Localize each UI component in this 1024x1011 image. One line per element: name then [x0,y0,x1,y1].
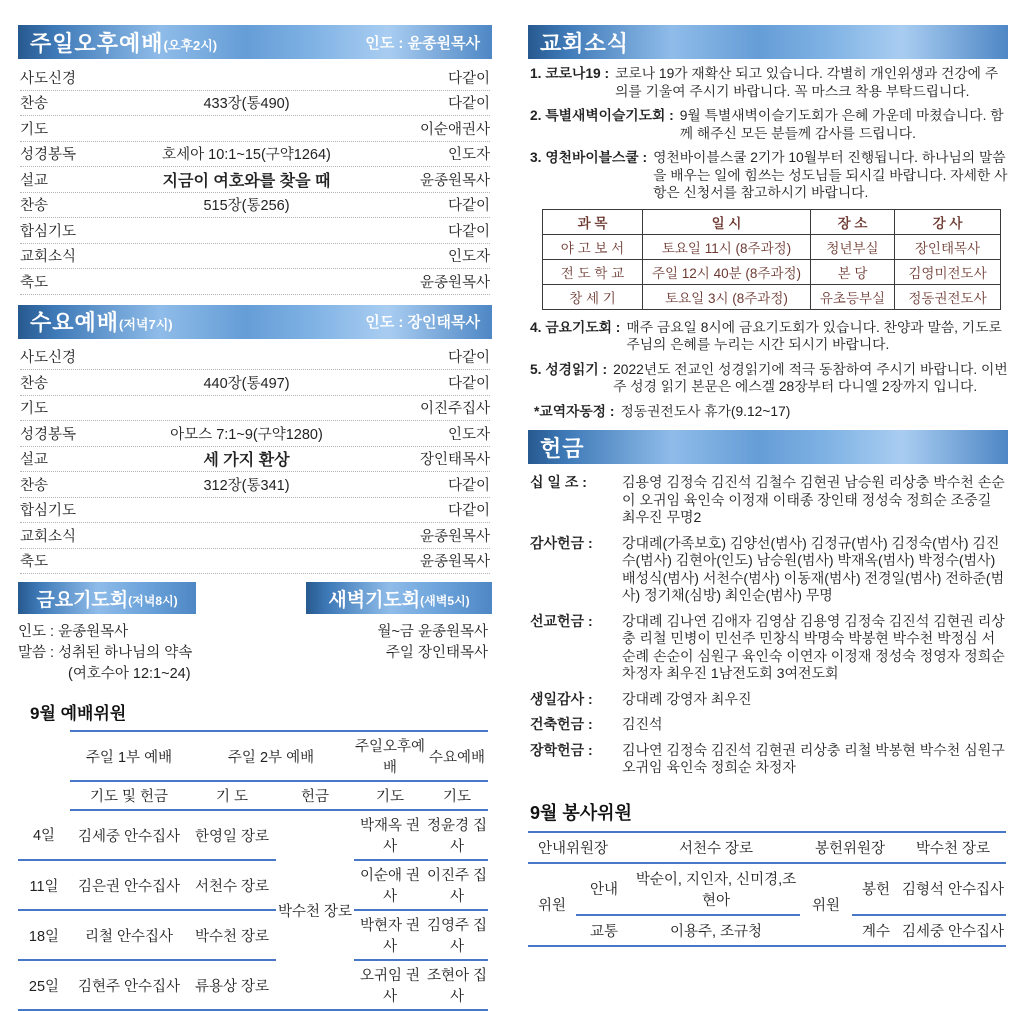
news-item-body: 매주 금요일 8시에 금요기도회가 있습니다. 찬양과 말씀, 기도로 주님의 은혜를 누리는 시간 되시기 바랍니다. [626,319,1002,352]
church-news-header [528,25,1008,59]
row-person: 인도자 [447,426,490,443]
cell-role: 안내 [576,863,632,915]
row-person: 다같이 [447,375,490,392]
right-column [528,25,1008,947]
afternoon-service-order [18,65,492,295]
news-item-body: 영천바이블스쿨 2기가 10월부터 진행됩니다. 하나님의 말씀을 배우는 일에 힘쓰는 성도님들 되시길 바랍니다. 자세한 사항은 신청서를 참고하시기 바랍니다. [653,150,1008,200]
wednesday-service-header [18,305,492,339]
header-cell: 기도 및 헌금 [70,781,188,810]
service-row [20,421,490,447]
volunteers-table [528,831,1006,947]
friday-prayer-header [18,582,196,614]
service-row [20,116,490,142]
cell: 창 세 기 [543,284,643,309]
news-item-bible-school [530,149,1008,202]
service-row [20,498,490,524]
news-item-body: 코로나 19가 재확산 되고 있습니다. 각별히 개인위생과 건강에 주의를 기울여 주시기 바랍니다. 꼭 마스크 착용 부탁드립니다. [615,66,999,99]
table-row [528,915,1006,946]
row-label: 합심기도 [20,503,77,520]
date-cell: 18일 [18,910,70,960]
offerings-header [528,430,1008,464]
row-person: 장인태목사 [419,452,490,469]
cell-chair-label: 봉헌위원장 [800,832,900,863]
offering-tithe [530,474,1008,527]
row-person: 다같이 [447,223,490,240]
dawn-prayer-block [306,582,492,685]
cell: 전 도 학 교 [543,259,643,284]
service-row [20,345,490,371]
offering-label: 감사헌금 : [530,534,593,551]
row-person: 윤종원목사 [419,554,490,571]
offerings-title: 헌금 [540,435,585,461]
table-row [543,234,1001,259]
row-label: 찬송 [20,198,49,215]
staff-note-body: 정동권전도사 휴가(9.12~17) [620,403,791,419]
row-person: 인도자 [447,147,490,164]
table-header-row [543,209,1001,234]
news-item-label: 4. 금요기도회 : [530,319,621,335]
cell: 정윤경 집사 [426,810,488,860]
service-row [20,523,490,549]
dawn-prayer-title: 새벽기도회 [328,589,421,611]
date-cell: 4일 [18,810,70,860]
cell: 이진주 집사 [426,860,488,910]
offering-label: 생일감사 : [530,690,593,707]
news-item-body: 2022년도 전교인 성경읽기에 적극 동참하여 주시기 바랍니다. 이번 주 성경 읽기 본문은 에스겔 28장부터 다니엘 2장까지 입니다. [613,361,1008,394]
row-person: 다같이 [447,96,490,113]
news-item-bible-reading [530,361,1008,396]
cell: 김현주 안수집사 [70,960,188,1010]
offering-names: 강대례(가족보호) 김양선(범사) 김정규(범사) 김정숙(범사) 김진수(범사) 김현아(인도) 남승원(범사) 박재옥(범사) 박정수(범사) 배성식(범사) 서천수(범사) 이동재(범사) 전경일(범사) 전하준(범사) 정기채(심방) 최인순(범사) 무명 [622,534,1005,603]
row-person: 다같이 [447,70,490,87]
header-cell: 수요예배 [426,731,488,781]
row-label: 합심기도 [20,223,77,240]
row-label: 교회소식 [20,528,77,545]
row-label: 찬송 [20,375,49,392]
sermon-title: 세 가지 환상 [203,452,290,470]
service-row [20,396,490,422]
table-row [543,284,1001,309]
table-row [528,863,1006,915]
news-item-dawn-dew-prayer [530,107,1008,142]
wednesday-service-title: 수요예배 [30,310,120,335]
service-row [20,472,490,498]
header-cell: 강 사 [895,209,1001,234]
friday-prayer-leader: 인도 : 윤종원목사 [18,624,129,640]
dawn-prayer-sunday: 주일 장인태목사 [385,645,488,661]
friday-prayer-scripture: (여호수아 12:1~24) [68,666,191,682]
offering-mission [530,613,1008,683]
row-person: 인도자 [447,249,490,266]
row-label: 성경봉독 [20,426,77,443]
row-label: 축도 [20,554,49,571]
wednesday-service-leader: 인도 : 장인태목사 [365,314,480,331]
row-person: 윤종원목사 [419,274,490,291]
friday-prayer-message: 말씀 : 성취된 하나님의 약속 [18,645,193,661]
cell: 오귀임 권사 [354,960,426,1010]
offering-label: 선교헌금 : [530,612,593,629]
cell: 청년부실 [811,234,895,259]
row-center: 아모스 7:1~9(구약1280) [170,426,323,443]
friday-prayer-title: 금요기도회 [36,589,129,611]
cell: 야 고 보 서 [543,234,643,259]
cell-chair-name: 서천수 장로 [632,832,800,863]
table-row [18,860,488,910]
cell-names: 이용주, 조규청 [632,915,800,946]
row-label: 찬송 [20,477,49,494]
friday-prayer-time: (저녁8시) [128,593,178,608]
row-label: 찬송 [20,96,49,113]
row-center: 440장(통497) [203,375,290,392]
service-row [20,193,490,219]
header-cell: 기 도 [188,781,276,810]
staff-note [534,403,1008,421]
header-cell: 주일오후예배 [354,731,426,781]
news-item-label: 2. 특별새벽이슬기도회 : [530,108,674,123]
offering-names: 강대례 강영자 최우진 [622,690,752,707]
offering-label: 장학헌금 : [530,741,593,758]
cell: 리철 안수집사 [70,910,188,960]
row-label: 사도신경 [20,350,77,367]
header-cell: 기도 [354,781,426,810]
cell: 박재옥 권사 [354,810,426,860]
cell: 류용상 장로 [188,960,276,1010]
cell-role: 교통 [576,915,632,946]
prayer-meetings [18,582,492,685]
row-center: 312장(통341) [203,477,290,494]
cell: 박수천 장로 [188,910,276,960]
row-person: 윤종원목사 [419,172,490,189]
offering-names: 김나연 김정숙 김진석 김현권 리상충 리철 박봉현 박수천 심원구 오귀임 육인숙 정희순 차정자 [622,741,1005,775]
friday-prayer-block [18,582,306,685]
cell: 토요일 11시 (8주과정) [643,234,811,259]
row-center: 호세아 10:1~15(구약1264) [162,147,331,164]
offering-names: 김용영 김정숙 김진석 김철수 김현권 남승원 리상충 박수천 손순이 오귀임 육인숙 이정재 이태종 장인태 정성숙 정희순 조중길 최우진 무명2 [622,474,1005,525]
row-label: 축도 [20,274,49,291]
offering-names: 김진석 [622,716,663,732]
row-center: 433장(통490) [203,96,290,113]
service-row [20,65,490,91]
afternoon-service-title: 주일오후예배 [30,30,164,56]
row-person: 다같이 [447,198,490,215]
service-row [20,269,490,295]
service-row [20,244,490,270]
news-item-label: 5. 성경읽기 : [530,361,608,377]
row-label: 성경봉독 [20,147,77,164]
row-person: 다같이 [447,503,490,520]
row-label: 설교 [20,172,49,189]
news-item-body: 9월 특별새벽이슬기도회가 은혜 가운데 마쳤습니다. 함께 해주신 모든 분들께 감사를 드립니다. [679,108,1004,141]
offering-label: 건축헌금 : [530,716,593,732]
offering-birthday [530,691,1008,709]
cell: 본 당 [811,259,895,284]
cell: 김은권 안수집사 [70,860,188,910]
header-cell: 헌금 [276,781,354,810]
dawn-prayer-header [306,582,492,614]
header-cell: 장 소 [811,209,895,234]
dawn-prayer-weekday: 월~금 윤종원목사 [377,624,488,640]
offering-elder-cell: 박수천 장로 [276,810,354,1010]
cell: 이순애 권사 [354,860,426,910]
header-cell: 주일 2부 예배 [188,731,354,781]
afternoon-service-header [18,25,492,59]
header-cell: 일 시 [643,209,811,234]
cell: 김세중 안수집사 [70,810,188,860]
offering-building [530,716,1008,734]
cell: 김영미전도사 [895,259,1001,284]
service-row [20,549,490,575]
afternoon-service-time: (오후2시) [163,37,218,53]
service-row-sermon [20,447,490,473]
worship-committee-title: 9월 예배위원 [30,704,127,723]
header-cell: 기도 [426,781,488,810]
cell: 조현아 집사 [426,960,488,1010]
left-column [18,25,492,1011]
bible-school-table [542,209,1001,310]
offering-thanksgiving [530,535,1008,605]
service-row-sermon [20,167,490,193]
row-person: 다같이 [447,477,490,494]
table-row [528,832,1006,863]
news-item-covid [530,65,1008,100]
cell-names: 박순이, 지인자, 신미경,조현아 [632,863,800,915]
row-person: 윤종원목사 [419,528,490,545]
offering-scholarship [530,742,1008,777]
cell: 서천수 장로 [188,860,276,910]
date-cell: 11일 [18,860,70,910]
cell-names: 김세중 안수집사 [900,915,1006,946]
cell: 유초등부실 [811,284,895,309]
sermon-title: 지금이 여호와를 찾을 때 [162,172,331,190]
date-cell: 25일 [18,960,70,1010]
table-subheader-row [18,781,488,810]
cell-chair-label: 안내위원장 [528,832,632,863]
worship-committee-table [18,730,488,1011]
service-row [20,370,490,396]
row-label: 기도 [20,401,49,418]
header-cell: 주일 1부 예배 [70,731,188,781]
cell: 박현자 권사 [354,910,426,960]
cell-role: 봉헌 [852,863,900,915]
cell: 한영일 장로 [188,810,276,860]
cell: 주일 12시 40분 (8주과정) [643,259,811,284]
header-cell [18,781,70,810]
news-item-label: 3. 영천바이블스쿨 : [530,150,648,165]
row-label: 설교 [20,452,49,469]
staff-note-label: *교역자동정 : [534,403,615,419]
row-center: 515장(통256) [203,198,290,215]
dawn-prayer-time: (새벽5시) [420,593,470,608]
cell: 정동권전도사 [895,284,1001,309]
table-row [18,910,488,960]
row-person: 이순애권사 [419,121,490,138]
afternoon-service-leader: 인도 : 윤종원목사 [365,34,480,52]
cell-chair-name: 박수천 장로 [900,832,1006,863]
offering-label: 십 일 조 : [530,474,587,490]
row-label: 사도신경 [20,70,77,87]
table-row [18,810,488,860]
table-row [543,259,1001,284]
volunteers-title: 9월 봉사위원 [530,802,632,823]
header-cell: 과 목 [543,209,643,234]
wednesday-service-time: (저녁7시) [119,317,173,332]
row-label: 교회소식 [20,249,77,266]
church-news-title: 교회소식 [540,30,630,56]
wednesday-service-order [18,345,492,575]
table-row [18,960,488,1010]
cell: 김영주 집사 [426,910,488,960]
header-cell [18,731,70,781]
cell-group-label: 위원 [528,863,576,946]
cell-names: 김형석 안수집사 [900,863,1006,915]
cell-group-label: 위원 [800,863,852,946]
service-row [20,218,490,244]
news-item-friday-prayer [530,319,1008,354]
cell-role: 계수 [852,915,900,946]
news-item-label: 1. 코로나19 : [530,66,610,81]
row-person: 다같이 [447,350,490,367]
service-row [20,142,490,168]
offering-names: 강대례 김나연 김애자 김영삼 김용영 김정숙 김진석 김현권 리상충 리철 민병이 민선주 민창식 박명숙 박봉현 박수천 박정심 서순례 손순이 심원구 육인숙 이연자 이정재 정성숙 정영자 정희순 차정자 최우진 1남전도회 3여전도회 [622,612,1005,681]
table-header-row [18,731,488,781]
row-label: 기도 [20,121,49,138]
cell: 토요일 3시 (8주과정) [643,284,811,309]
cell: 장인태목사 [895,234,1001,259]
service-row [20,91,490,117]
row-person: 이진주집사 [419,401,490,418]
